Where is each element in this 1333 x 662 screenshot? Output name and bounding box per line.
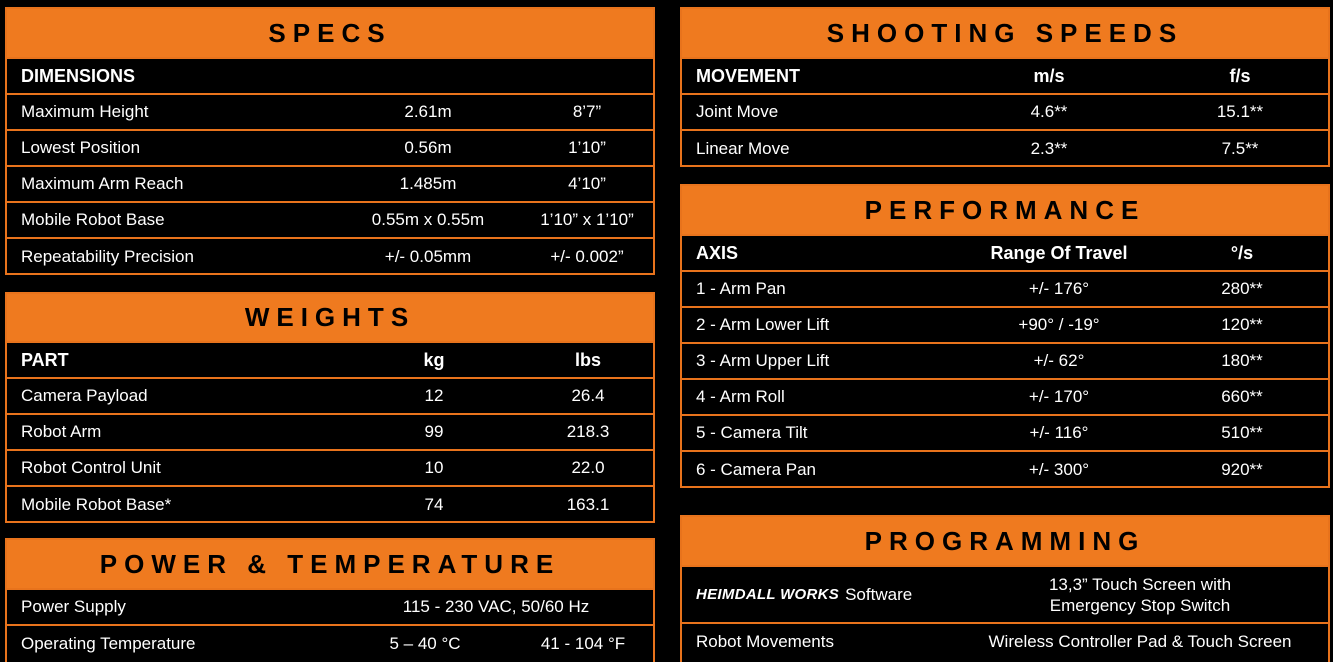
row-label: Robot Movements: [696, 632, 834, 651]
touch-screen-line2: Emergency Stop Switch: [1049, 595, 1231, 615]
header-lbs: lbs: [574, 349, 602, 370]
row-fahrenheit: 41 - 104 °F: [540, 634, 626, 653]
row-speed: 920**: [1221, 460, 1263, 479]
row-metric: +/- 0.05mm: [384, 247, 472, 266]
row-label: Power Supply: [21, 597, 126, 616]
table-row: [7, 626, 653, 662]
row-label: Repeatability Precision: [21, 247, 194, 266]
table-row: [682, 567, 1328, 624]
header-range: Range Of Travel: [990, 242, 1128, 263]
row-kg: 12: [424, 386, 444, 405]
table-row: [7, 167, 653, 203]
row-imperial: 4’10”: [568, 174, 606, 193]
row-value: 115 - 230 VAC, 50/60 Hz: [402, 597, 590, 616]
row-label: Mobile Robot Base: [21, 210, 165, 229]
row-fs: 15.1**: [1216, 102, 1264, 121]
row-label: Lowest Position: [21, 138, 141, 157]
weights-title: WEIGHTS: [7, 294, 653, 343]
weights-header-row: [7, 343, 653, 379]
header-movement: MOVEMENT: [696, 65, 801, 86]
row-lbs: 163.1: [566, 495, 610, 514]
row-range: +/- 300°: [1028, 460, 1090, 479]
row-label: Joint Move: [696, 102, 779, 121]
row-speed: 120**: [1221, 315, 1263, 334]
row-celsius: 5 – 40 °C: [389, 634, 461, 653]
row-metric: 1.485m: [399, 174, 457, 193]
header-speed: °/s: [1230, 242, 1254, 263]
row-label: Operating Temperature: [21, 634, 196, 653]
table-row: [682, 308, 1328, 344]
specs-panel: [5, 7, 655, 275]
header-part: PART: [21, 349, 69, 370]
table-row: [7, 590, 653, 626]
touch-screen-cell: [1049, 567, 1231, 622]
row-label: Mobile Robot Base*: [21, 495, 172, 514]
row-label: Robot Arm: [21, 422, 102, 441]
table-row: [682, 624, 1328, 660]
table-row: [7, 95, 653, 131]
specs-header-dimensions: DIMENSIONS: [21, 65, 136, 86]
row-label: Camera Payload: [21, 386, 148, 405]
row-kg: 10: [424, 458, 444, 477]
row-lbs: 22.0: [571, 458, 605, 477]
row-label: 6 - Camera Pan: [696, 460, 816, 479]
header-ms: m/s: [1033, 65, 1065, 86]
row-range: +/- 62°: [1033, 351, 1085, 370]
row-metric: 0.56m: [404, 138, 452, 157]
table-row: [682, 272, 1328, 308]
header-fs: f/s: [1229, 65, 1251, 86]
performance-title: PERFORMANCE: [682, 186, 1328, 236]
table-row: [7, 379, 653, 415]
row-label: 1 - Arm Pan: [696, 279, 786, 298]
software-label: Software: [845, 584, 913, 604]
table-row: [682, 380, 1328, 416]
table-row: [682, 452, 1328, 488]
row-speed: 660**: [1221, 387, 1263, 406]
row-kg: 74: [424, 495, 444, 514]
power-title: POWER & TEMPERATURE: [7, 540, 653, 590]
row-metric: 2.61m: [404, 102, 452, 121]
row-kg: 99: [424, 422, 444, 441]
row-range: +/- 170°: [1028, 387, 1090, 406]
specs-title: SPECS: [7, 9, 653, 59]
row-lbs: 26.4: [571, 386, 605, 405]
table-row: [7, 415, 653, 451]
row-metric: 0.55m x 0.55m: [371, 210, 485, 229]
power-panel: [5, 538, 655, 662]
shooting-header-row: [682, 59, 1328, 95]
performance-header-row: [682, 236, 1328, 272]
table-row: [7, 451, 653, 487]
table-row: [7, 203, 653, 239]
row-imperial: 1’10”: [568, 138, 606, 157]
row-speed: 510**: [1221, 423, 1263, 442]
row-fs: 7.5**: [1221, 139, 1259, 158]
row-label: 5 - Camera Tilt: [696, 423, 808, 442]
row-range: +/- 116°: [1029, 423, 1089, 442]
header-kg: kg: [423, 349, 445, 370]
table-row: [682, 344, 1328, 380]
row-label: Robot Control Unit: [21, 458, 161, 477]
touch-screen-line1: 13,3” Touch Screen with: [1048, 574, 1232, 594]
row-ms: 2.3**: [1030, 139, 1068, 158]
weights-panel: [5, 292, 655, 523]
row-label: Linear Move: [696, 139, 790, 158]
programming-title: PROGRAMMING: [682, 517, 1328, 567]
row-imperial: 1’10” x 1’10”: [540, 210, 634, 229]
row-lbs: 218.3: [566, 422, 610, 441]
row-label: 4 - Arm Roll: [696, 387, 785, 406]
row-ms: 4.6**: [1030, 102, 1068, 121]
table-row: [682, 95, 1328, 131]
specs-header-row: [7, 59, 653, 95]
row-imperial: +/- 0.002”: [550, 247, 624, 266]
table-row: [682, 416, 1328, 452]
row-label: 2 - Arm Lower Lift: [696, 315, 830, 334]
shooting-speeds-panel: [680, 7, 1330, 167]
table-row: [7, 487, 653, 523]
row-speed: 280**: [1221, 279, 1263, 298]
shooting-speeds-title: SHOOTING SPEEDS: [682, 9, 1328, 59]
row-imperial: 8’7”: [572, 102, 602, 121]
row-value: Wireless Controller Pad & Touch Screen: [988, 632, 1292, 651]
table-row: [682, 131, 1328, 167]
table-row: [7, 239, 653, 275]
row-label: 3 - Arm Upper Lift: [696, 351, 830, 370]
performance-panel: [680, 184, 1330, 488]
row-label: Maximum Height: [21, 102, 149, 121]
software-cell: [696, 567, 912, 622]
programming-panel: [680, 515, 1330, 662]
row-range: +/- 176°: [1028, 279, 1090, 298]
row-range: +90° / -19°: [1018, 315, 1100, 334]
table-row: [7, 131, 653, 167]
heimdall-works-logo: HEIMDALL WORKS: [696, 586, 840, 603]
row-label: Maximum Arm Reach: [21, 174, 184, 193]
row-speed: 180**: [1221, 351, 1263, 370]
header-axis: AXIS: [696, 242, 739, 263]
